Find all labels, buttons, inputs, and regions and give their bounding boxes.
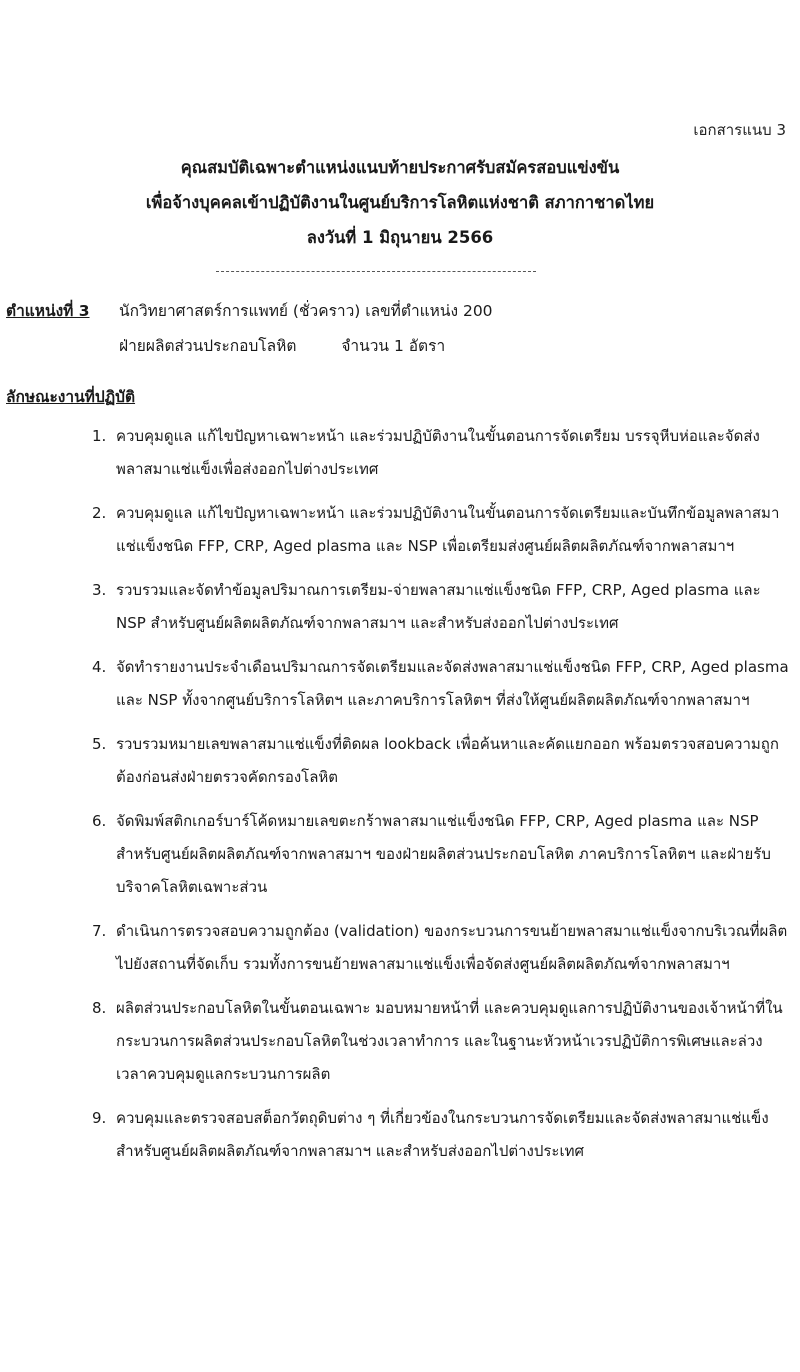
duty-text: รวบรวมหมายเลขพลาสมาแช่แข็งที่ติดผล lookback เพื่อค้นหาและคัดแยกออก พร้อมตรวจสอบความถูกต้องก่อนส่งฝ่ายตรวจคัดกรองโลหิต xyxy=(116,735,779,786)
position-quota: จำนวน 1 อัตรา xyxy=(341,337,446,355)
duty-text: ควบคุมและตรวจสอบสต็อกวัตถุดิบต่าง ๆ ที่เกี่ยวข้องในกระบวนการจัดเตรียมและจัดส่งพลาสมาแช่แข็งสำหรับศูนย์ผลิตผลิตภัณฑ์จากพลาสมาฯ และสำหรับส่งออกไปต่างประเทศ xyxy=(116,1109,769,1160)
duty-number: 4. xyxy=(92,658,107,676)
duty-text: ผลิตส่วนประกอบโลหิตในขั้นตอนเฉพาะ มอบหมายหน้าที่ และควบคุมดูแลการปฏิบัติงานของเจ้าหน้าที่ในกระบวนการผลิตส่วนประกอบโลหิตในช่วงเวลาทำการ และในฐานะหัวหน้าเวรปฏิบัติการพิเศษและล่วงเวลาควบคุมดูแลกระบวนการผลิต xyxy=(116,999,783,1083)
duty-text: รวบรวมและจัดทำข้อมูลปริมาณการเตรียม-จ่ายพลาสมาแช่แข็งชนิด FFP, CRP, Aged plasma และ NSP สำหรับศูนย์ผลิตผลิตภัณฑ์จากพลาสมาฯ และสำหรับส่งออกไปต่างประเทศ xyxy=(116,581,761,632)
duty-number: 7. xyxy=(92,922,107,940)
duty-text: จัดทำรายงานประจำเดือนปริมาณการจัดเตรียมและจัดส่งพลาสมาแช่แข็งชนิด FFP, CRP, Aged plasma และ NSP ทั้งจากศูนย์บริการโลหิตฯ และภาคบริการโลหิตฯ ที่ส่งให้ศูนย์ผลิตผลิตภัณฑ์จากพลาสมาฯ xyxy=(116,658,789,709)
title-divider xyxy=(216,271,536,272)
duty-item xyxy=(92,915,798,981)
department-row xyxy=(119,333,445,358)
duty-text: จัดพิมพ์สติกเกอร์บาร์โค้ดหมายเลขตะกร้าพลาสมาแช่แข็งชนิด FFP, CRP, Aged plasma และ NSP สำหรับศูนย์ผลิตผลิตภัณฑ์จากพลาสมาฯ ของฝ่ายผลิตส่วนประกอบโลหิต ภาคบริการโลหิตฯ และฝ่ายรับบริจาคโลหิตเฉพาะส่วน xyxy=(116,812,771,896)
duty-item xyxy=(92,805,798,904)
duty-item xyxy=(92,420,798,486)
attachment-label: เอกสารแนบ 3 xyxy=(693,121,786,139)
duty-item xyxy=(92,574,798,640)
title-line-1: คุณสมบัติเฉพาะตำแหน่งแนบท้ายประกาศรับสมัครสอบแข่งขัน xyxy=(180,158,620,177)
position-row xyxy=(6,298,493,323)
position-label: ตำแหน่งที่ 3 xyxy=(6,302,90,320)
department-name: ฝ่ายผลิตส่วนประกอบโลหิต xyxy=(119,337,297,355)
duty-text: ควบคุมดูแล แก้ไขปัญหาเฉพาะหน้า และร่วมปฏิบัติงานในขั้นตอนการจัดเตรียมและบันทึกข้อมูลพลาสมาแช่แข็งชนิด FFP, CRP, Aged plasma และ NSP เพื่อเตรียมส่งศูนย์ผลิตผลิตภัณฑ์จากพลาสมาฯ xyxy=(116,504,780,555)
duty-number: 6. xyxy=(92,812,107,830)
duty-text: ดำเนินการตรวจสอบความถูกต้อง (validation) ของกระบวนการขนย้ายพลาสมาแช่แข็งจากบริเวณที่ผลิตไปยังสถานที่จัดเก็บ รวมทั้งการขนย้ายพลาสมาแช่แข็งเพื่อจัดส่งศูนย์ผลิตผลิตภัณฑ์จากพลาสมาฯ xyxy=(116,922,788,973)
duty-number: 8. xyxy=(92,999,107,1017)
title-date-line: ลงวันที่ 1 มิถุนายน 2566 xyxy=(306,228,494,247)
duty-item xyxy=(92,728,798,794)
duty-item xyxy=(92,992,798,1091)
duty-item xyxy=(92,497,798,563)
duty-item xyxy=(92,651,798,717)
duty-number: 1. xyxy=(92,427,107,445)
title-line-2: เพื่อจ้างบุคคลเข้าปฏิบัติงานในศูนย์บริการโลหิตแห่งชาติ สภากาชาดไทย xyxy=(145,193,655,212)
duties-list xyxy=(92,420,798,1179)
duty-text: ควบคุมดูแล แก้ไขปัญหาเฉพาะหน้า และร่วมปฏิบัติงานในขั้นตอนการจัดเตรียม บรรจุหีบห่อและจัดส่งพลาสมาแช่แข็งเพื่อส่งออกไปต่างประเทศ xyxy=(116,427,760,478)
duty-number: 2. xyxy=(92,504,107,522)
duties-heading: ลักษณะงานที่ปฏิบัติ xyxy=(6,388,136,406)
document-title xyxy=(0,150,800,255)
duty-item xyxy=(92,1102,798,1168)
position-name: นักวิทยาศาสตร์การแพทย์ (ชั่วคราว) เลขที่ตำแหน่ง 200 xyxy=(119,302,493,320)
duty-number: 5. xyxy=(92,735,107,753)
duty-number: 9. xyxy=(92,1109,107,1127)
duty-number: 3. xyxy=(92,581,107,599)
